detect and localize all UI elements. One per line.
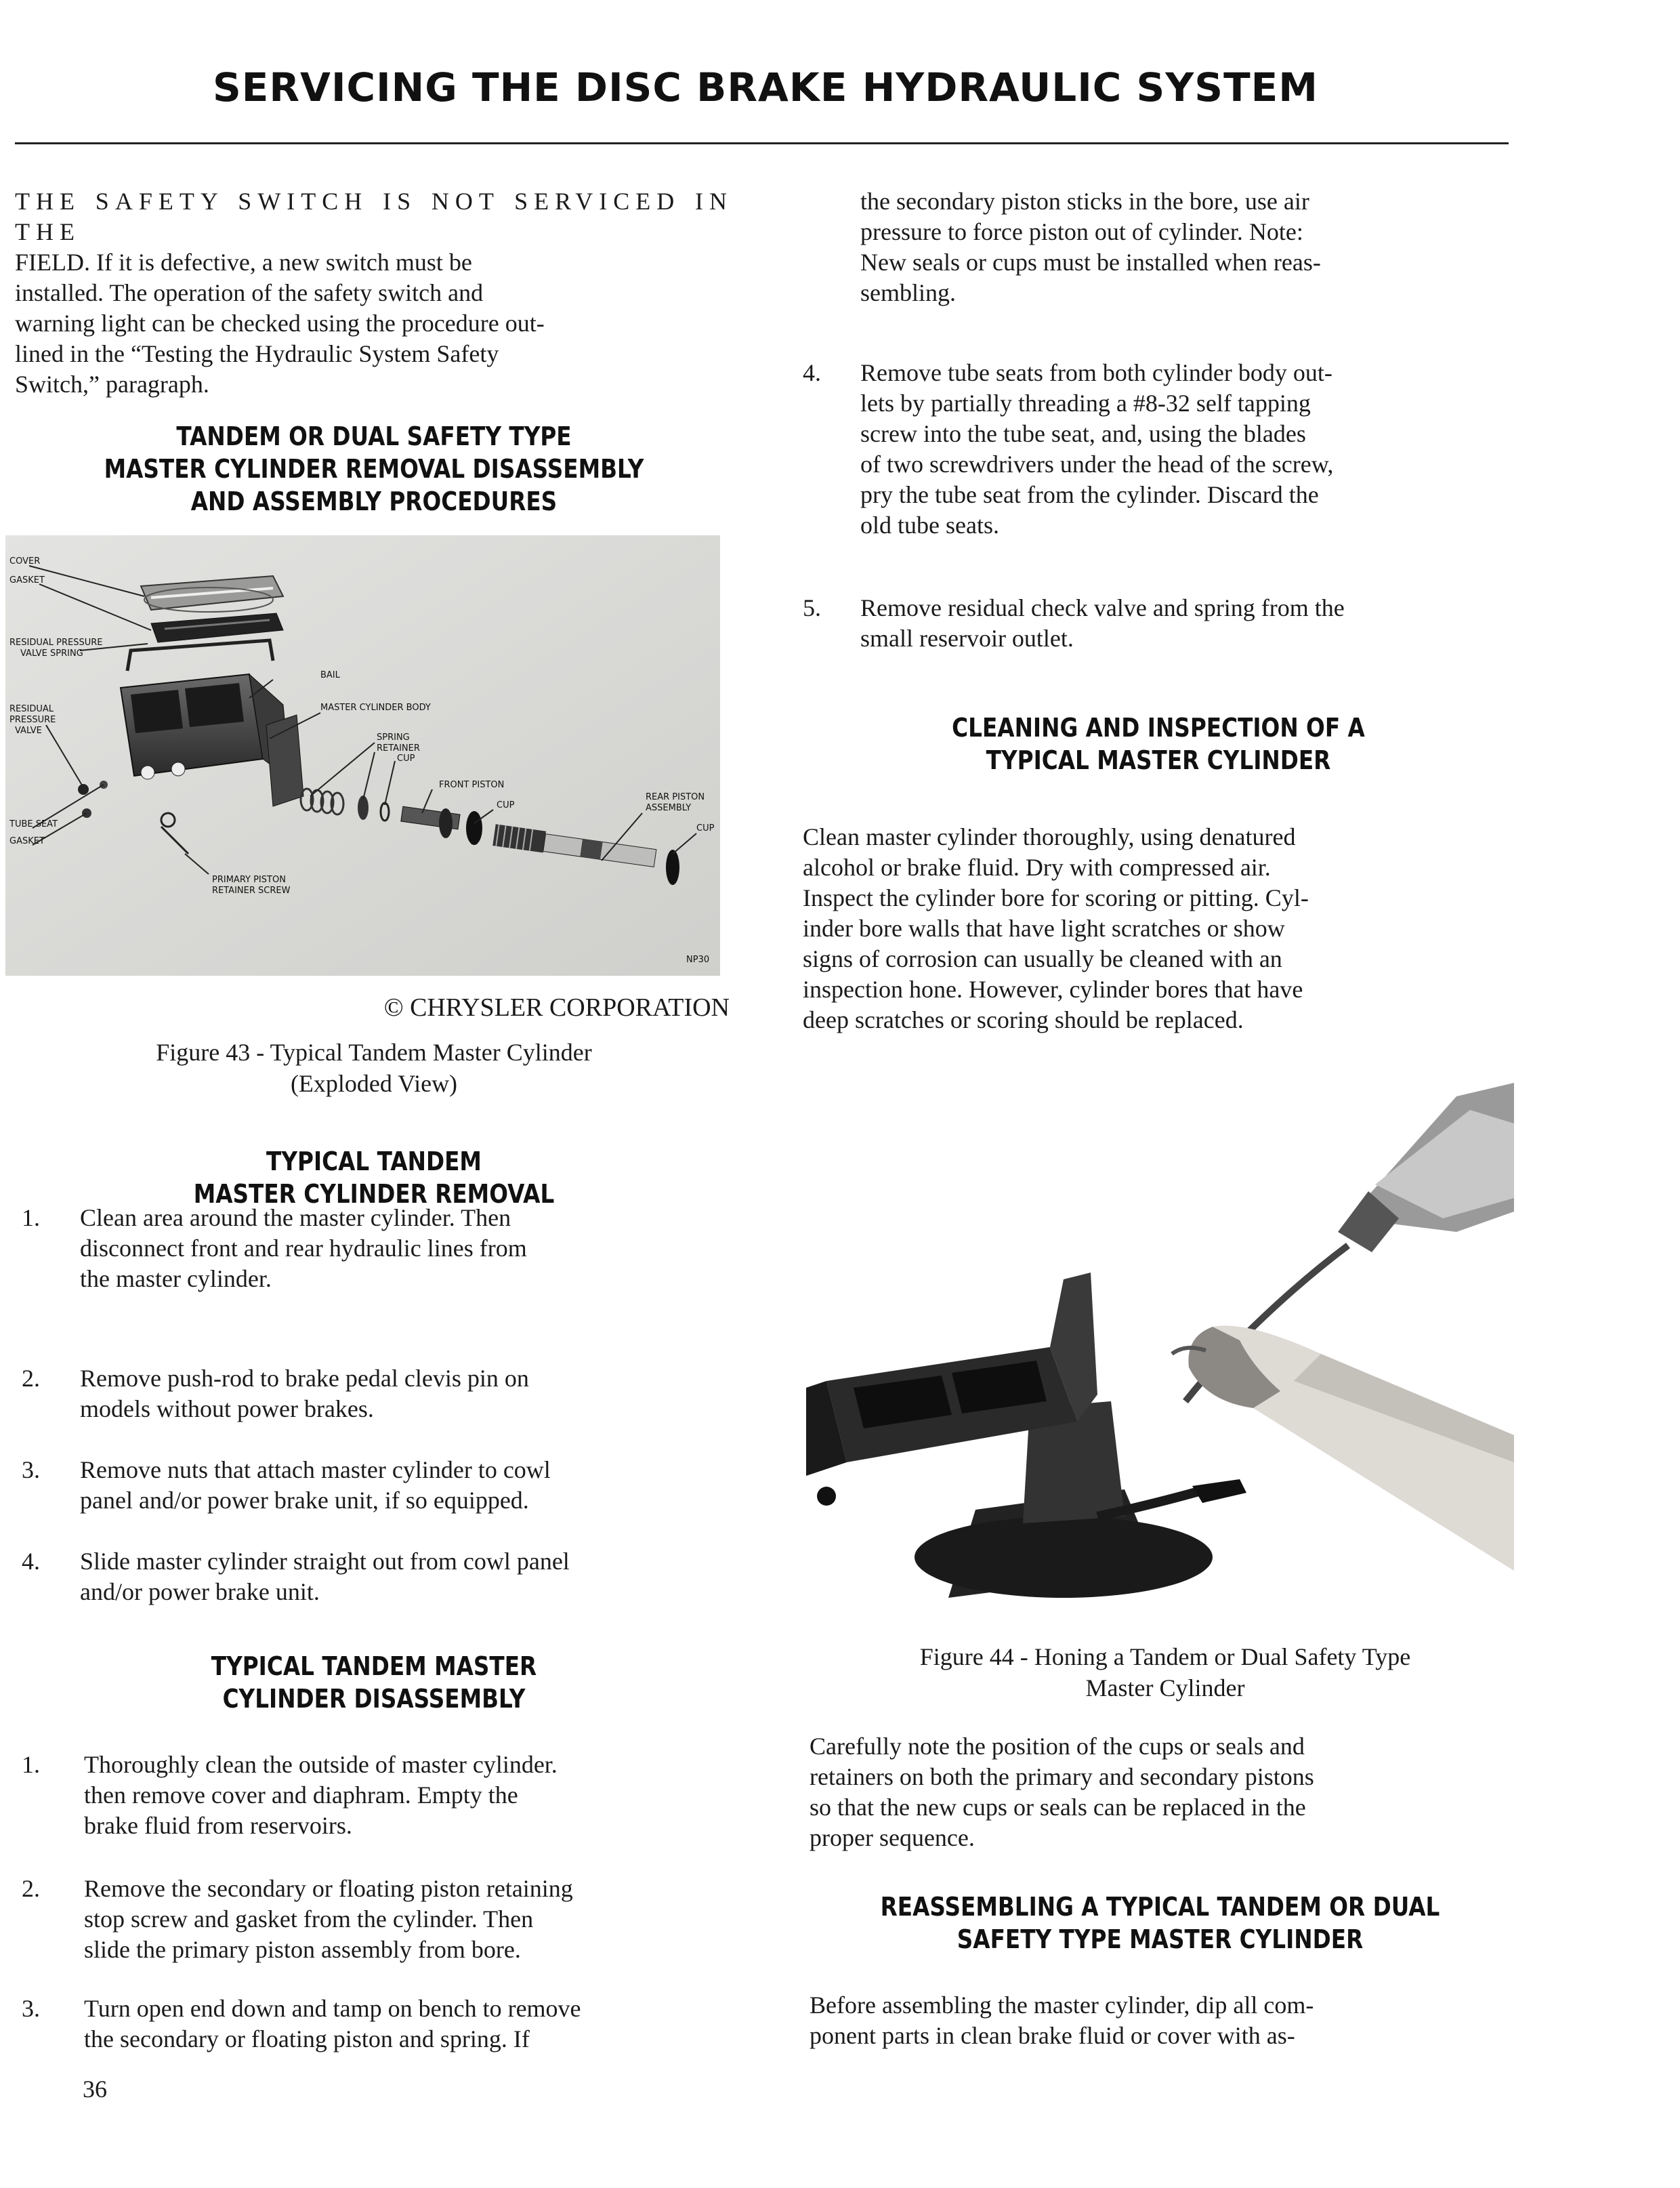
- copyright-notice: © CHRYSLER CORPORATION: [383, 993, 730, 1022]
- label-cup-3: CUP: [696, 823, 715, 833]
- label-bail: BAIL: [320, 670, 340, 680]
- page-title: SERVICING THE DISC BRAKE HYDRAULIC SYSTEM: [213, 64, 1318, 110]
- label-tube-seat: TUBE SEAT: [9, 819, 58, 829]
- figure-43-caption: Figure 43 - Typical Tandem Master Cylinder (Exploded View): [156, 1039, 592, 1097]
- figure-44-caption: Figure 44 - Honing a Tandem or Dual Safety Type Master Cylinder: [919, 1643, 1411, 1701]
- label-figure-code: NP30: [686, 955, 710, 965]
- intro-paragraph: THE SAFETY SWITCH IS NOT SERVICED IN THE FIELD. If it is defective, a new switch must be installed. The operation of the safety switch and warning light can be checked using the procedure out- lined in the “Testing the Hydraulic System Safety Switch,” paragraph.: [15, 188, 733, 398]
- figure-44-honing-photo: [806, 1083, 1514, 1625]
- removal-step-2: 2. Remove push-rod to brake pedal clevis pin on models without power brakes.: [22, 1365, 529, 1422]
- label-rear-piston-assembly-1: REAR PISTON: [646, 792, 705, 802]
- honing-illustration: [806, 1083, 1514, 1625]
- page-number: 36: [83, 2076, 107, 2103]
- continued-paragraph: the secondary piston sticks in the bore, use air pressure to force piston out of cylinder. Note: New seals or cups must be installed when reas- sembling.: [860, 188, 1321, 306]
- cleaning-paragraph: Clean master cylinder thoroughly, using denatured alcohol or brake fluid. Dry with compressed air. Inspect the cylinder bore for scoring or pitting. Cyl- inder bore walls that have light scratches or show signs of corrosion can usually be cleaned with an inspection hone. However, cylinder bores that have deep scratches or scoring should be replaced.: [803, 823, 1309, 1033]
- section-heading-cleaning: CLEANING AND INSPECTION OF A TYPICAL MASTER CYLINDER: [952, 713, 1365, 775]
- figure-43-exploded-view: [5, 535, 720, 976]
- label-primary-piston-retainer-screw-2: RETAINER SCREW: [212, 886, 291, 896]
- reassembly-paragraph: Before assembling the master cylinder, dip all com- ponent parts in clean brake fluid or cover with as-: [810, 1991, 1314, 2049]
- label-residual-pressure-valve-spring-1: RESIDUAL PRESSURE: [9, 638, 103, 648]
- note-paragraph: Carefully note the position of the cups or seals and retainers on both the primary and secondary pistons so that the new cups or seals can be replaced in the proper sequence.: [810, 1733, 1314, 1851]
- label-gasket: GASKET: [9, 575, 45, 585]
- disassembly-step-4: 4. Remove tube seats from both cylinder body out- lets by partially threading a #8-32 self tapping screw into the tube seat, and, using the blades of two screwdrivers under the head of the screw, pry the tube seat from the cylinder. Discard the old tube seats.: [803, 359, 1334, 539]
- removal-step-1: 1. Clean area around the master cylinder. Then disconnect front and rear hydraulic lines from the master cylinder.: [22, 1204, 527, 1292]
- disassembly-step-2: 2. Remove the secondary or floating piston retaining stop screw and gasket from the cylinder. Then slide the primary piston assembly from bore.: [22, 1875, 573, 1963]
- section-heading-disassembly: TYPICAL TANDEM MASTER CYLINDER DISASSEMBLY: [211, 1651, 537, 1714]
- section-heading-procedures: TANDEM OR DUAL SAFETY TYPE MASTER CYLINDER REMOVAL DISASSEMBLY AND ASSEMBLY PROCEDURES: [104, 421, 644, 516]
- removal-step-4: 4. Slide master cylinder straight out from cowl panel and/or power brake unit.: [22, 1548, 570, 1605]
- label-residual-pressure-valve-1: RESIDUAL: [9, 704, 54, 714]
- label-residual-pressure-valve-2: PRESSURE: [9, 715, 56, 725]
- label-rear-piston-assembly-2: ASSEMBLY: [646, 803, 692, 813]
- section-heading-removal: TYPICAL TANDEM MASTER CYLINDER REMOVAL: [193, 1147, 555, 1209]
- disassembly-step-1: 1. Thoroughly clean the outside of master cylinder. then remove cover and diaphram. Empty the brake fluid from reservoirs.: [22, 1751, 558, 1839]
- disassembly-step-5: 5. Remove residual check valve and spring from the small reservoir outlet.: [803, 594, 1345, 652]
- label-cup-1: CUP: [397, 754, 415, 764]
- label-front-piston: FRONT PISTON: [439, 780, 505, 790]
- label-residual-pressure-valve-3: VALVE: [15, 726, 42, 736]
- label-cover: COVER: [9, 556, 41, 566]
- label-gasket-2: GASKET: [9, 836, 45, 846]
- label-spring: SPRING: [377, 732, 410, 743]
- disassembly-step-3: 3. Turn open end down and tamp on bench to remove the secondary or floating piston and spring. If: [22, 1995, 581, 2052]
- label-cup-2: CUP: [497, 800, 515, 810]
- label-retainer: RETAINER: [377, 743, 420, 754]
- master-cylinder-diagram: [5, 535, 720, 976]
- removal-step-3: 3. Remove nuts that attach master cylinder to cowl panel and/or power brake unit, if so equipped.: [22, 1456, 551, 1514]
- header-rule: [15, 142, 1509, 144]
- label-residual-pressure-valve-spring-2: VALVE SPRING: [20, 648, 83, 659]
- label-primary-piston-retainer-screw-1: PRIMARY PISTON: [212, 875, 286, 885]
- section-heading-reassembly: REASSEMBLING A TYPICAL TANDEM OR DUAL SAFETY TYPE MASTER CYLINDER: [880, 1892, 1440, 1954]
- label-master-cylinder-body: MASTER CYLINDER BODY: [320, 703, 431, 713]
